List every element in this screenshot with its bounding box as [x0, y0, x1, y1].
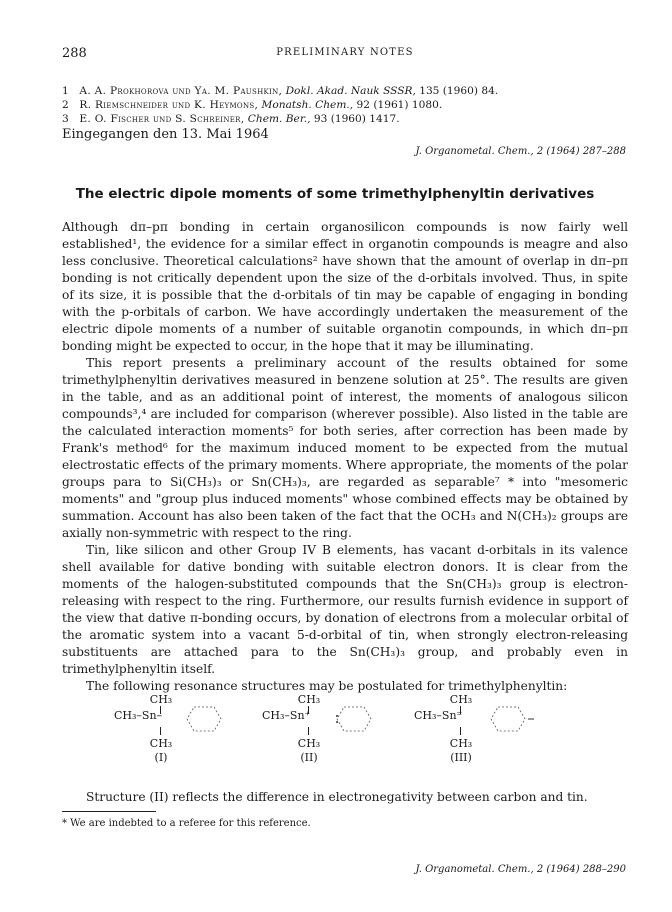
- structure-label: (II): [300, 751, 318, 764]
- reference-details: 135 (1960) 84.: [419, 85, 499, 97]
- resonance-structure: [114, 693, 256, 773]
- methyl-top: CH₃: [297, 693, 321, 706]
- benzene-anion-ring-icon: [334, 705, 374, 733]
- paragraph: This report presents a preliminary account of the results obtained for some trimethylphenyltin derivatives measured in benzene solution at 25°. The results are given in the table, and as an additional point of interest, the moments of analogous silicon compounds³,⁴ are included for comparison (wherever possible). Also listed in the table are the calculated interaction moments⁵ for both series, after correction has been made by Frank's method⁶ for the maximum induced moment to be expected from the mutual electrostatic effects of the primary moments. Where appropriate, the moments of the polar groups para to Si(CH₃)₃ or Sn(CH₃)₃, are regarded as separable⁷ * into "mesomeric moments" and "group plus induced moments" whose combined effects may be obtained by summation. Account has also been taken of the fact that the OCH₃ and N(CH₃)₂ groups are axially non-symmetric with respect to the ring.: [62, 356, 628, 540]
- structure-label: (III): [450, 751, 472, 764]
- quinoid-ring-icon: [490, 705, 536, 733]
- reference-source: Chem. Ber.,: [247, 113, 311, 125]
- reference-number: 3: [62, 113, 69, 125]
- resonance-structures: [114, 693, 596, 773]
- footnote: * We are indebted to a referee for this reference.: [62, 818, 311, 829]
- reference-source: Monatsh. Chem.,: [261, 99, 354, 111]
- page-number: 288: [62, 46, 87, 61]
- journal-citation-top: J. Organometal. Chem., 2 (1964) 287–288: [415, 146, 626, 157]
- resonance-structure: [262, 693, 404, 773]
- reference-details: 92 (1961) 1080.: [356, 99, 443, 111]
- footnote-divider: [62, 811, 156, 812]
- structure-label: (I): [154, 751, 168, 764]
- paragraph: Tin, like silicon and other Group IV B elements, has vacant d-orbitals in its valence shell available for dative bonding with suitable electron donors. It is clear from the moments of the halogen-substituted compounds that the Sn(CH₃)₃ group is electron-releasing with respect to the ring. Furthermore, our results furnish evidence in support of the view that dative π-bonding occurs, by donation of electrons from a molecular orbital of the aromatic system into a vacant 5-d-orbital of tin, when strongly electron-releasing substituents are attached para to the Sn(CH₃)₃ group, and probably even in trimethylphenyltin itself.: [62, 543, 628, 676]
- benzene-ring-icon: [186, 705, 222, 733]
- reference-item: [62, 84, 628, 98]
- paragraph: Structure (II) reflects the difference in electronegativity between carbon and tin.: [86, 790, 588, 804]
- methyl-bottom: CH₃: [449, 737, 473, 750]
- reference-authors: E. O. Fischer und S. Schreiner,: [79, 113, 245, 125]
- reference-details: 93 (1960) 1417.: [313, 113, 400, 125]
- tin-center: CH₃–Sn⁼: [414, 709, 463, 722]
- article-body-continued: [62, 789, 628, 806]
- tin-center: CH₃–Sn–: [114, 709, 163, 722]
- methyl-bottom: CH₃: [297, 737, 321, 750]
- article-body: [62, 219, 628, 695]
- methyl-top: CH₃: [149, 693, 173, 706]
- methyl-bottom: CH₃: [149, 737, 173, 750]
- methyl-top: CH₃: [449, 693, 473, 706]
- reference-source: Dokl. Akad. Nauk SSSR,: [285, 85, 416, 97]
- reference-authors: R. Riemschneider und K. Heymons,: [79, 99, 259, 111]
- paragraph: Although dπ–pπ bonding in certain organosilicon compounds is now fairly well established¹, the evidence for a similar effect in organotin compounds is meagre and also less conclusive. Theoretical calculations² have shown that the amount of overlap in dπ–pπ bonding is not critically dependent upon the size of the d-orbitals involved. Thus, in spite of its size, it is possible that the d-orbitals of tin may be capable of engaging in bonding with the p-orbitals of carbon. We have accordingly undertaken the measurement of the electric dipole moments of a number of suitable organotin compounds, in which dπ–pπ bonding might be expected to occur, in the hope that it may be illuminating.: [62, 220, 628, 353]
- reference-item: [62, 98, 628, 112]
- received-date: Eingegangen den 13. Mai 1964: [62, 127, 269, 142]
- reference-list: [62, 84, 628, 126]
- journal-citation-bottom: J. Organometal. Chem., 2 (1964) 288–290: [415, 864, 626, 875]
- running-title: PRELIMINARY NOTES: [276, 47, 414, 58]
- reference-number: 1: [62, 85, 69, 97]
- reference-authors: A. A. Prokhorova und Ya. M. Paushkin,: [79, 85, 283, 97]
- page-header: [62, 46, 628, 62]
- reference-number: 2: [62, 99, 69, 111]
- paragraph: The following resonance structures may be postulated for trimethylphenyltin:: [86, 679, 568, 693]
- resonance-structure: [414, 693, 556, 773]
- reference-item: [62, 112, 628, 126]
- tin-center: CH₃–Sn⁺: [262, 709, 311, 722]
- article-title: The electric dipole moments of some trimethylphenyltin derivatives: [75, 186, 595, 202]
